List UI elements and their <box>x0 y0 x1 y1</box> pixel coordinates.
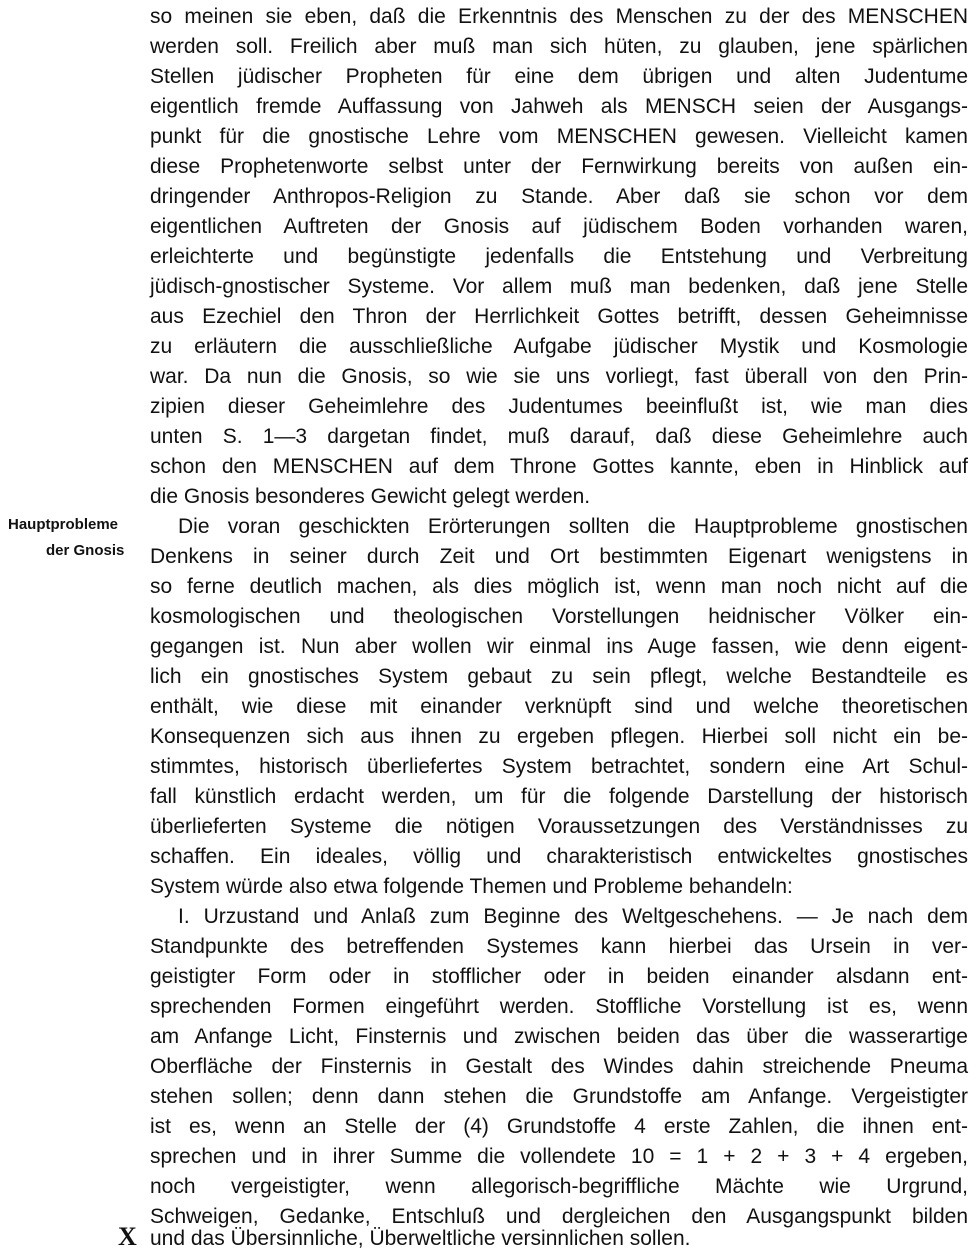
text-line: und das Übersinnliche, Überweltliche versinnlichen sollen. <box>150 1227 691 1250</box>
text-line: Oberfläche der Finsternis in Gestalt des Windes dahin streichende Pneuma <box>150 1055 968 1078</box>
text-line: zu erläutern die ausschließliche Aufgabe jüdischer Mystik und Kosmologie <box>150 335 968 358</box>
text-line: Stellen jüdischer Propheten für eine dem übrigen und alten Judentume <box>150 65 968 88</box>
text-line: Konsequenzen sich aus ihnen zu ergeben pflegen. Hierbei soll nicht ein be- <box>150 725 968 748</box>
text-line: Schweigen, Gedanke, Entschluß und dergleichen den Ausgangspunkt bilden <box>150 1205 968 1228</box>
text-line: dringender Anthropos-Religion zu Stande. Aber daß sie schon vor dem <box>150 185 968 208</box>
text-line: eigentlichen Auftreten der Gnosis auf jüdischem Boden vorhanden waren, <box>150 215 968 238</box>
text-line: sprechenden Formen eingeführt werden. Stoffliche Vorstellung ist es, wenn <box>150 995 968 1018</box>
text-line: geistigter Form oder in stofflicher oder in beiden einander alsdann ent- <box>150 965 968 988</box>
text-line: System würde also etwa folgende Themen und Probleme behandeln: <box>150 875 793 898</box>
text-line: enthält, wie diese mit einander verknüpft sind und welche theoretischen <box>150 695 968 718</box>
text-line: punkt für die gnostische Lehre vom MENSCHEN gewesen. Vielleicht kamen <box>150 125 968 148</box>
text-line: gegangen ist. Nun aber wollen wir einmal ins Auge fassen, wie denn eigent- <box>150 635 968 658</box>
text-line: stehen sollen; denn dann stehen die Grundstoffe am Anfange. Vergeistigter <box>150 1085 968 1108</box>
text-line: erleichterte und begünstigte jedenfalls die Entstehung und Verbreitung <box>150 245 968 268</box>
text-line: Denkens in seiner durch Zeit und Ort bestimmten Eigenart wenigstens in <box>150 545 968 568</box>
marginal-note-line: Hauptprobleme <box>8 516 119 533</box>
text-line: sprechen und in ihrer Summe die vollendete 10 = 1 + 2 + 3 + 4 ergeben, <box>150 1145 968 1168</box>
text-line: stimmtes, historisch überliefertes System betrachtet, sondern eine Art Schul- <box>150 755 968 778</box>
text-line: aus Ezechiel den Thron der Herrlichkeit Gottes betrifft, dessen Geheimnisse <box>150 305 968 328</box>
text-line: überlieferten Systeme die nötigen Voraussetzungen des Verständnisses zu <box>150 815 968 838</box>
text-line: noch vergeistigter, wenn allegorisch-begriffliche Mächte wie Urgrund, <box>150 1175 968 1198</box>
text-line: kosmologischen und theologischen Vorstellungen heidnischer Völker ein- <box>150 605 968 628</box>
text-line: werden soll. Freilich aber muß man sich hüten, zu glauben, jene spärlichen <box>150 35 968 58</box>
text-line: fall künstlich erdacht werden, um für die folgende Darstellung der historisch <box>150 785 968 808</box>
text-line: lich ein gnostisches System gebaut zu sein pflegt, welche Bestandteile es <box>150 665 968 688</box>
text-line: schaffen. Ein ideales, völlig und charakteristisch entwickeltes gnostisches <box>150 845 968 868</box>
text-line: am Anfange Licht, Finsternis und zwischen beiden das über die wasserartige <box>150 1025 968 1048</box>
text-line: zipien dieser Geheimlehre des Judentumes beeinflußt ist, wie man dies <box>150 395 968 418</box>
text-line: so meinen sie eben, daß die Erkenntnis des Menschen zu der des MENSCHEN <box>150 5 968 28</box>
text-line: schon den MENSCHEN auf dem Throne Gottes kannte, eben in Hinblick auf <box>150 455 968 478</box>
text-line: die Gnosis besonderes Gewicht gelegt werden. <box>150 485 591 508</box>
text-line: ist es, wenn an Stelle der (4) Grundstoffe 4 erste Zahlen, die ihnen ent- <box>150 1115 968 1138</box>
marginal-note-line: der Gnosis <box>46 542 125 559</box>
text-line: eigentlich fremde Auffassung von Jahweh als MENSCH seien der Ausgangs- <box>150 95 968 118</box>
text-line: so ferne deutlich machen, als dies möglich ist, wenn man noch nicht auf die <box>150 575 968 598</box>
text-line: I. Urzustand und Anlaß zum Beginne des Weltgeschehens. — Je nach dem <box>178 905 968 928</box>
text-line: diese Prophetenworte selbst unter der Fernwirkung bereits von außen ein- <box>150 155 968 178</box>
text-line: war. Da nun die Gnosis, so wie sie uns vorliegt, fast überall von den Prin- <box>150 365 968 388</box>
signature-mark: X <box>118 1222 137 1251</box>
text-line: jüdisch-gnostischer Systeme. Vor allem muß man bedenken, daß jene Stelle <box>150 275 968 298</box>
text-line: Die voran geschickten Erörterungen sollten die Hauptprobleme gnostischen <box>178 515 968 538</box>
text-line: unten S. 1—3 dargetan findet, muß darauf, daß diese Geheimlehre auch <box>150 425 968 448</box>
text-line: Standpunkte des betreffenden Systemes kann hierbei das Ursein in ver- <box>150 935 968 958</box>
